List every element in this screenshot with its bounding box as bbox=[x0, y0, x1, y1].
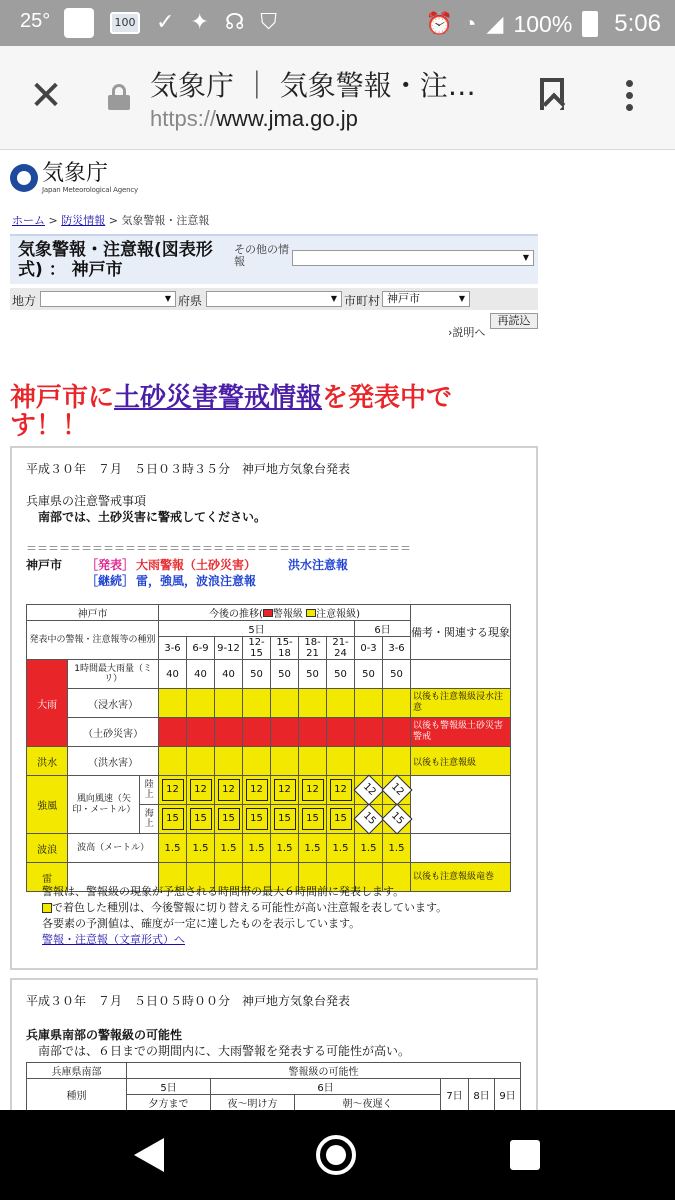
wind-arrow-icon: 12 bbox=[381, 774, 412, 805]
warning-list: 大雨警報（土砂災害） bbox=[136, 558, 257, 572]
wave-value: 1.5 bbox=[187, 834, 215, 863]
flood-note: 以後も注意報級 bbox=[411, 747, 511, 776]
wind-arrow-icon: 15 bbox=[162, 808, 184, 830]
wind-cell bbox=[271, 776, 299, 805]
day5-header: 5日 bbox=[159, 621, 355, 637]
jma-logo[interactable] bbox=[10, 162, 138, 194]
wind-arrow-icon: 12 bbox=[246, 779, 268, 801]
rain-value: 50 bbox=[271, 660, 299, 689]
possibility-night: 夜～明け方 bbox=[211, 1095, 295, 1111]
battery-percent: 100% bbox=[513, 10, 573, 37]
wind-label: 強風 bbox=[27, 776, 68, 834]
wind-cell bbox=[383, 805, 411, 834]
dropdown-arrow-icon: ▼ bbox=[458, 294, 465, 303]
wave-value: 1.5 bbox=[215, 834, 243, 863]
landslide-cell bbox=[159, 718, 187, 747]
issued-time: 平成３０年 ７月 ５日０３時３５分 神戸地方気象台発表 bbox=[26, 462, 351, 476]
possibility-header: 警報級の可能性 bbox=[127, 1063, 521, 1079]
satellite-icon: ✦ bbox=[190, 10, 209, 35]
dropdown-arrow-icon: ▼ bbox=[164, 294, 171, 303]
wind-cell bbox=[243, 805, 271, 834]
wind-arrow-icon: 15 bbox=[218, 808, 240, 830]
text-format-link[interactable]: 警報・注意報（文章形式）へ bbox=[42, 933, 185, 946]
flood-cell bbox=[355, 747, 383, 776]
logo-japanese: 気象庁 bbox=[42, 161, 109, 186]
status-bar bbox=[0, 0, 675, 46]
alert-prefix: 神戸市に bbox=[10, 383, 115, 413]
flood-cell bbox=[159, 747, 187, 776]
landslide-cell bbox=[355, 718, 383, 747]
system-status bbox=[426, 9, 661, 39]
issued-time-2: 平成３０年 ７月 ５日０５時００分 神戸地方気象台発表 bbox=[26, 994, 351, 1008]
wave-label: 波浪 bbox=[27, 834, 68, 863]
landslide-cell bbox=[383, 718, 411, 747]
inundation-cell bbox=[299, 689, 327, 718]
help-link[interactable]: ›説明へ bbox=[448, 326, 486, 339]
wind-arrow-icon: 15 bbox=[330, 808, 352, 830]
hour-header: 12-15 bbox=[243, 637, 271, 660]
wind-cell bbox=[355, 805, 383, 834]
inundation-cell bbox=[187, 689, 215, 718]
wind-arrow-icon: 15 bbox=[353, 803, 384, 834]
city-name: 神戸市 bbox=[26, 558, 63, 572]
url-scheme: https:// bbox=[150, 106, 217, 131]
flood-cell bbox=[271, 747, 299, 776]
flood-cell bbox=[187, 747, 215, 776]
possibility-region: 兵庫県南部 bbox=[27, 1063, 127, 1079]
wind-arrow-icon: 15 bbox=[274, 808, 296, 830]
note-2: で着色した種別は、今後警報に切り替える可能性が高い注意報を表しています。 bbox=[52, 901, 448, 914]
wind-arrow-icon: 15 bbox=[246, 808, 268, 830]
trend-header bbox=[159, 605, 411, 621]
landslide-note: 以後も警報級土砂災害警戒 bbox=[411, 718, 511, 747]
flood-cell bbox=[299, 747, 327, 776]
inundation-cell bbox=[355, 689, 383, 718]
wind-arrow-icon: 12 bbox=[218, 779, 240, 801]
continued-tag: ［継続］ bbox=[86, 574, 135, 588]
wind-arrow-icon: 12 bbox=[302, 779, 324, 801]
help-label: 説明へ bbox=[452, 326, 486, 339]
wind-cell bbox=[355, 776, 383, 805]
breadcrumb-separator: > bbox=[45, 214, 62, 227]
other-info-label: その他の情報 bbox=[234, 243, 289, 268]
wave-value: 1.5 bbox=[159, 834, 187, 863]
dropdown-arrow-icon: ▼ bbox=[522, 253, 529, 262]
wind-arrow-icon: 12 bbox=[162, 779, 184, 801]
possibility-day8: 8日 bbox=[469, 1079, 495, 1111]
inundation-cell bbox=[243, 689, 271, 718]
wind-cell bbox=[299, 776, 327, 805]
advisory-list: 洪水注意報 bbox=[288, 558, 349, 572]
clock: 5:06 bbox=[614, 10, 661, 37]
inundation-cell bbox=[383, 689, 411, 718]
wave-value: 1.5 bbox=[243, 834, 271, 863]
battery-icon bbox=[582, 11, 598, 37]
landslide-cell bbox=[215, 718, 243, 747]
rain-value: 50 bbox=[327, 660, 355, 689]
overflow-menu-icon[interactable] bbox=[626, 80, 634, 114]
flood-label: 洪水 bbox=[27, 747, 68, 776]
landslide-cell bbox=[187, 718, 215, 747]
table-notes bbox=[42, 884, 447, 948]
wind-arrow-icon: 15 bbox=[190, 808, 212, 830]
rain-value: 50 bbox=[299, 660, 327, 689]
landslide-cell bbox=[299, 718, 327, 747]
app-notification-icon bbox=[64, 8, 94, 38]
remarks-header: 備考・関連する現象 bbox=[411, 605, 511, 660]
breadcrumb-separator: > bbox=[105, 214, 122, 227]
alert-banner bbox=[10, 384, 530, 440]
wind-arrow-icon: 15 bbox=[302, 808, 324, 830]
note-1: 警報は、警報級の現象が予想される時間帯の最大６時間前に発表します。 bbox=[42, 885, 405, 898]
wind-cell bbox=[187, 805, 215, 834]
rain-value: 50 bbox=[383, 660, 411, 689]
table-city: 神戸市 bbox=[27, 605, 159, 621]
legend-warning: 警報級 bbox=[272, 609, 303, 620]
wind-desc: 風向風速（矢印・メートル） bbox=[68, 776, 140, 834]
rain-value: 40 bbox=[159, 660, 187, 689]
signal-icon: ◢ bbox=[486, 11, 504, 36]
browser-toolbar bbox=[0, 46, 675, 150]
inundation-label: （浸水害） bbox=[68, 689, 159, 718]
flood-cell bbox=[243, 747, 271, 776]
recent-apps-icon[interactable] bbox=[510, 1140, 540, 1170]
dropdown-arrow-icon: ▼ bbox=[330, 294, 337, 303]
breadcrumb-current: 気象警報・注意報 bbox=[121, 214, 210, 227]
issued-tag: ［発表］ bbox=[86, 558, 135, 572]
city-select[interactable] bbox=[382, 291, 470, 307]
breadcrumb-home[interactable]: ホーム bbox=[12, 214, 45, 227]
possibility-day9: 9日 bbox=[495, 1079, 521, 1111]
logo-english: Japan Meteorological Agency bbox=[42, 186, 138, 194]
bulletin-card bbox=[10, 446, 538, 970]
landslide-cell bbox=[271, 718, 299, 747]
prefecture-select[interactable] bbox=[206, 291, 342, 307]
hour-header: 15-18 bbox=[271, 637, 299, 660]
wind-cell bbox=[383, 776, 411, 805]
possibility-morning: 朝～夜遅く bbox=[295, 1095, 441, 1111]
wind-cell bbox=[215, 805, 243, 834]
rain-max-label: 1時間最大雨量（ミリ） bbox=[68, 660, 159, 689]
other-info-select[interactable] bbox=[292, 250, 534, 266]
thunder-note: 以後も注意報級竜巻 bbox=[411, 863, 511, 892]
wave-note-empty bbox=[411, 834, 511, 863]
landslide-cell bbox=[327, 718, 355, 747]
inundation-cell bbox=[159, 689, 187, 718]
bookmark-icon[interactable] bbox=[540, 78, 564, 110]
region-message: 南部では、土砂災害に警戒してください。 bbox=[26, 510, 267, 524]
wind-cell bbox=[327, 776, 355, 805]
home-icon[interactable] bbox=[316, 1135, 356, 1175]
hour-header: 21-24 bbox=[327, 637, 355, 660]
possibility-heading: 兵庫県南部の警報級の可能性 bbox=[26, 1028, 183, 1042]
possibility-kind: 種別 bbox=[27, 1079, 127, 1111]
note-2-row bbox=[42, 900, 447, 916]
inundation-cell bbox=[215, 689, 243, 718]
city-select-value: 神戸市 bbox=[387, 292, 420, 305]
lock-icon[interactable] bbox=[108, 84, 130, 110]
continued-list: 雷，強風，波浪注意報 bbox=[136, 574, 257, 588]
wave-value: 1.5 bbox=[271, 834, 299, 863]
inundation-note: 以後も注意報級浸水注意 bbox=[411, 689, 511, 718]
bulletin-card-2 bbox=[10, 978, 538, 1110]
wave-value: 1.5 bbox=[299, 834, 327, 863]
flood-cell bbox=[215, 747, 243, 776]
region-label: 地方 bbox=[12, 294, 37, 308]
legend-advisory-swatch bbox=[306, 609, 316, 617]
headset-icon: ☊ bbox=[224, 10, 245, 35]
url-host: www.jma.go.jp bbox=[216, 106, 358, 131]
hour-header: 3-6 bbox=[383, 637, 411, 660]
close-tab-icon[interactable]: ✕ bbox=[29, 73, 63, 119]
page-heading: 気象警報・注意報(図表形式) ： 神戸市 bbox=[18, 240, 213, 280]
sea-label: 海上 bbox=[140, 805, 159, 834]
possibility-day5: 5日 bbox=[127, 1079, 211, 1095]
legend-advisory: 注意報級) bbox=[316, 609, 360, 620]
wave-value: 1.5 bbox=[327, 834, 355, 863]
wind-cell bbox=[327, 805, 355, 834]
page-title[interactable]: 気象庁 ｜ 気象警報・注… bbox=[150, 69, 476, 102]
reload-button[interactable]: 再読込 bbox=[490, 313, 538, 329]
rain-value: 40 bbox=[187, 660, 215, 689]
possibility-table bbox=[26, 1062, 521, 1110]
battery-badge-icon: 100 bbox=[110, 12, 140, 34]
wind-arrow-icon: 15 bbox=[381, 803, 412, 834]
wind-cell bbox=[271, 805, 299, 834]
legend-warning-swatch bbox=[263, 609, 273, 617]
url-bar[interactable] bbox=[150, 106, 358, 132]
possibility-message: 南部では、６日までの期間内に、大雨警報を発表する可能性が高い。 bbox=[26, 1044, 411, 1058]
forecast-table bbox=[26, 604, 511, 892]
divider: ＝＝＝＝＝＝＝＝＝＝＝＝＝＝＝＝＝＝＝＝＝＝＝＝＝＝＝＝＝＝＝＝＝＝＝ bbox=[26, 542, 411, 555]
thunder-label: 雷 bbox=[27, 863, 68, 892]
wind-cell bbox=[159, 805, 187, 834]
wind-arrow-icon: 12 bbox=[330, 779, 352, 801]
inundation-cell bbox=[271, 689, 299, 718]
wifi-icon: ◔ bbox=[463, 11, 477, 36]
web-page bbox=[0, 150, 675, 1110]
temperature: 25° bbox=[20, 10, 51, 32]
check-icon: ✓ bbox=[156, 10, 175, 35]
prefecture-label: 府県 bbox=[178, 294, 203, 308]
landslide-cell bbox=[243, 718, 271, 747]
title-band bbox=[10, 234, 538, 284]
rain-value: 50 bbox=[243, 660, 271, 689]
flood-cell bbox=[327, 747, 355, 776]
wind-cell bbox=[187, 776, 215, 805]
flood-cell bbox=[383, 747, 411, 776]
region-selector-row bbox=[10, 288, 538, 310]
region-select[interactable] bbox=[40, 291, 176, 307]
wave-value: 1.5 bbox=[383, 834, 411, 863]
inundation-cell bbox=[327, 689, 355, 718]
back-icon[interactable] bbox=[134, 1138, 164, 1172]
wave-value: 1.5 bbox=[355, 834, 383, 863]
wind-arrow-icon: 12 bbox=[353, 774, 384, 805]
wind-cell bbox=[243, 776, 271, 805]
city-label: 市町村 bbox=[344, 294, 381, 308]
wind-arrow-icon: 12 bbox=[190, 779, 212, 801]
hour-header: 3-6 bbox=[159, 637, 187, 660]
possibility-day7: 7日 bbox=[441, 1079, 469, 1111]
system-nav-bar bbox=[0, 1110, 675, 1200]
region-heading: 兵庫県の注意警戒事項 bbox=[26, 494, 147, 508]
rain-value: 40 bbox=[215, 660, 243, 689]
hour-header: 9-12 bbox=[215, 637, 243, 660]
alarm-icon: ⏰ bbox=[425, 11, 454, 36]
day6-header: 6日 bbox=[355, 621, 411, 637]
breadcrumb-disaster[interactable]: 防災情報 bbox=[61, 214, 106, 227]
shield-icon: ⛉ bbox=[260, 10, 277, 35]
note-3: 各要素の予測値は、確度が一定に達したものを表示しています。 bbox=[42, 917, 361, 930]
possibility-evening: 夕方まで bbox=[127, 1095, 211, 1111]
hour-header: 6-9 bbox=[187, 637, 215, 660]
striped-swatch bbox=[42, 903, 52, 913]
jma-emblem-icon bbox=[10, 164, 38, 192]
hour-header: 0-3 bbox=[355, 637, 383, 660]
land-label: 陸上 bbox=[140, 776, 159, 805]
alert-suffix: を発表中です！！ bbox=[10, 383, 453, 441]
rain-label: 大雨 bbox=[27, 660, 68, 747]
wind-cell bbox=[215, 776, 243, 805]
hour-header: 18-21 bbox=[299, 637, 327, 660]
landslide-label: （土砂災害） bbox=[68, 718, 159, 747]
possibility-day6: 6日 bbox=[211, 1079, 441, 1095]
breadcrumb bbox=[12, 212, 209, 228]
wave-desc: 波高（メートル） bbox=[68, 834, 159, 863]
flood-sub: （洪水害） bbox=[68, 747, 159, 776]
wind-arrow-icon: 12 bbox=[274, 779, 296, 801]
wind-cell bbox=[299, 805, 327, 834]
kind-header: 発表中の警報・注意報等の種別 bbox=[27, 621, 159, 660]
notification-icons bbox=[64, 8, 277, 38]
wind-note-empty bbox=[411, 776, 511, 834]
rain-note-empty bbox=[411, 660, 511, 689]
wind-cell bbox=[159, 776, 187, 805]
landslide-alert-link[interactable]: 土砂災害警戒情報 bbox=[114, 383, 323, 413]
rain-value: 50 bbox=[355, 660, 383, 689]
trend-label: 今後の推移( bbox=[209, 609, 263, 620]
